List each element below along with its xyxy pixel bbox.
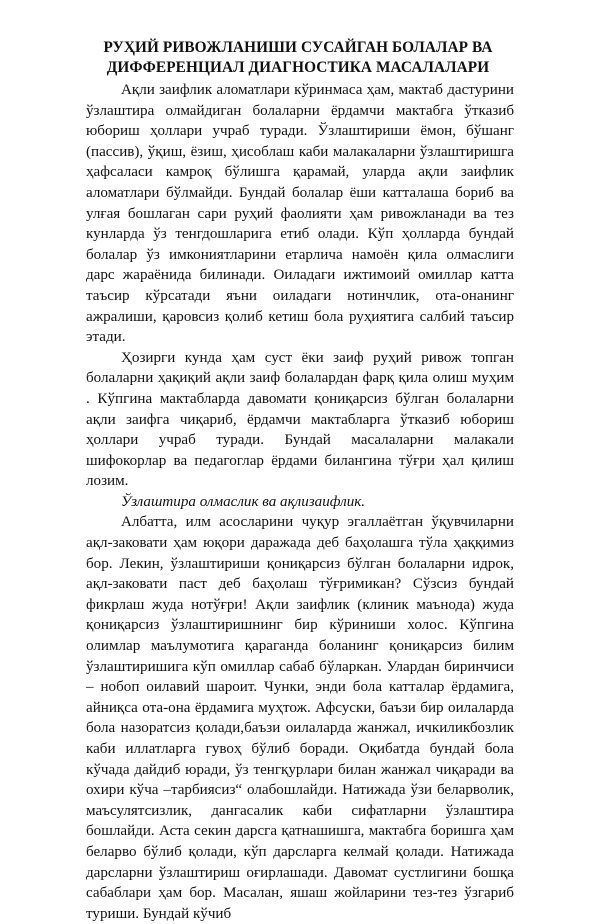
document-title <box>86 38 510 78</box>
paragraph-2: Ҳозирги кунда ҳам суст ёки заиф руҳий ривож топган болаларни ҳақиқий ақли заиф болалардан фарқ қила олиш муҳим . Кўпгина мактабларда давомати қониқарсиз бўлган болаларни ақли заифга чиқариб, ёрдамчи мактабларга ўтказиб юбориш ҳоллари учраб туради. Бундай масалаларни малакали шифокорлар ва педагоглар ёрдами билангина тўғри ҳал қилиш лозим. <box>86 349 514 490</box>
document-body <box>86 80 514 924</box>
title-line-1: РУҲИЙ РИВОЖЛАНИШИ СУСАЙГАН БОЛАЛАР ВА <box>103 39 493 56</box>
paragraph-3: Албатта, илм асосларини чуқур эгаллаётган ўқувчиларни ақл-заковати ҳам юқори даражада деб баҳолашга тўла ҳаққимиз бор. Лекин, ўзлаштириши қониқарсиз бўлган болаларни идрок, ақл-заковати паст деб баҳолаш тўғримикан? Сўзсиз бундай фикрлаш жуда нотўғри! Ақли заифлик (клиник маънода) жуда қониқарсиз ўзлаштиришнинг бир кўриниши холос. Кўпгина олимлар маълумотига қараганда боланинг қониқарсиз билим ўзлаштиришига кўп омиллар сабаб бўларкан. Улардан биринчиси – нобоп оилавий шароит. Чунки, энди бола катталар ёрдамига, айниқса ота-она ёрдамига муҳтож. Афсуски, баъзи бир оилаларда бола назоратсиз қолади,баъзи оилаларда жанжал, ичкиликбозлик каби иллатларга гувоҳ бўлиб боради. Оқибатда бундай бола кўчада дайдиб юради, ўз тенгқурлари билан жанжал чиқаради ва охири кўча –тарбиясиз“ олабошлайди. Натижада ўзи беларволик, маъсулятсизлик, дангасалик каби сифатларни ўзлаштира бошлайди. Аста секин дарсга қатнашишга, мактабга боришга ҳам беларво бўлиб қолади, кўп дарсларга келмай қолади. Натижада дарсларни ўзлаштириш оғирлашади. Давомат сустлигини бошқа сабаблари ҳам бор. Масалан, яшаш жойларини тез-тез ўзгариб туриши. Бундай кўчиб <box>86 514 514 922</box>
title-line-2: ДИФФЕРЕНЦИАЛ ДИАГНОСТИКА МАСАЛАЛАРИ <box>106 59 490 76</box>
paragraph-1: Ақли заифлик аломатлари кўринмаса ҳам, мактаб дастурини ўзлаштира олмайдиган болаларни ёрдамчи мактабга ўтказиб юбориш ҳоллари учраб туради. Ўзлаштириши ёмон, бўшанг (пассив), ўқиш, ёзиш, ҳисоблаш каби малакаларни ўзлаштиришга ҳафсаласи камроқ бўлишга қарамай, уларда ақли заифлик аломатлари бўлмайди. Бундай болалар ёши катталаша бориб ва улғая бошлаган сари руҳий фаолияти ҳам ривожланади ва тез кунларда ўз тенгдошларига етиб олади. Кўп ҳолларда бундай болалар ўз имкониятларини етарлича намоён қила олмаслиги дарс жараёнида билинади. Оиладаги ижтимоий омиллар катта таъсир кўрсатади яъни оиладаги нотинчлик, ота-онанинг ажралиши, қаровсиз қолиб кетиш бола руҳиятига салбий таъсир этади. <box>86 82 514 346</box>
section-heading: Ўзлаштира олмаслик ва ақлизаифлик. <box>121 493 366 510</box>
